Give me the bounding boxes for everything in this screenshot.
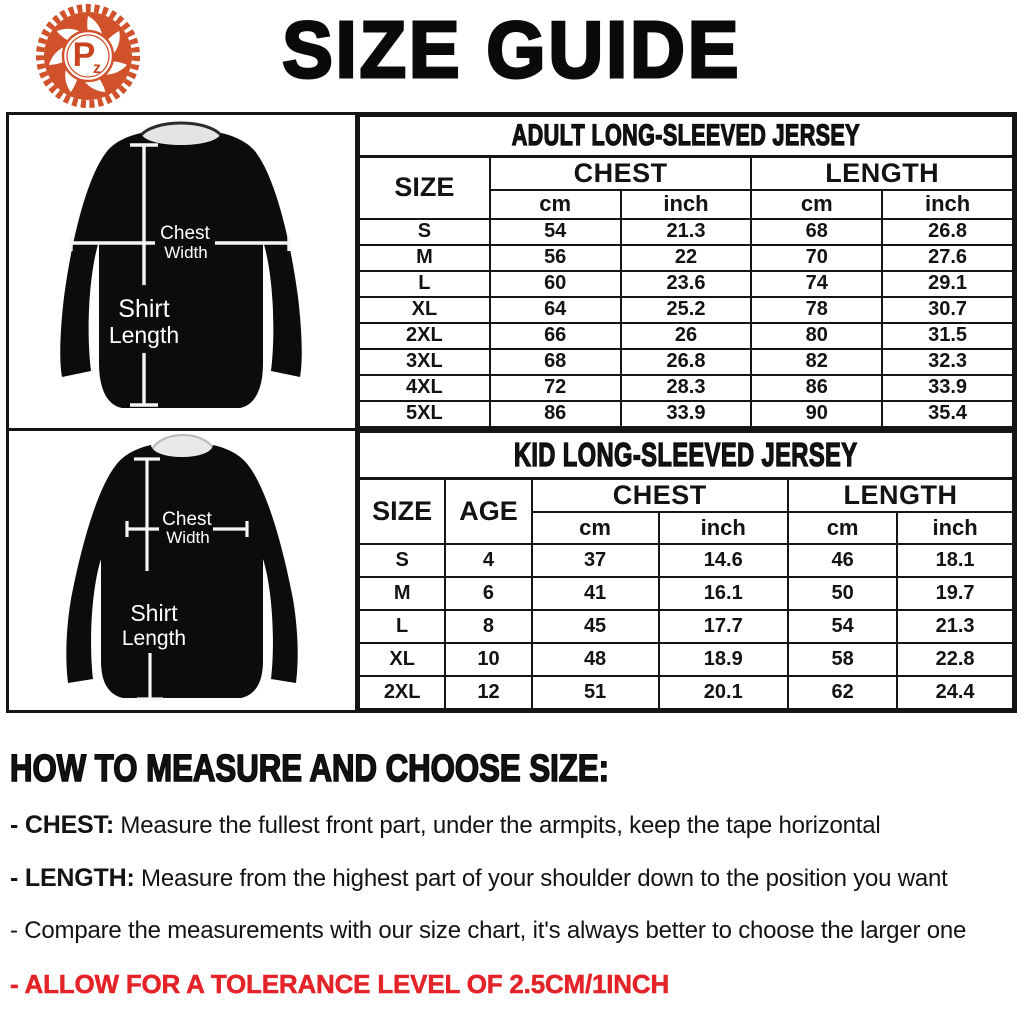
table-cell: M <box>359 577 445 610</box>
table-row <box>359 349 1013 375</box>
bullet-chest <box>10 811 1016 840</box>
adult-table-title-cell <box>359 116 1013 156</box>
col-header-chest-inch: inch <box>621 190 752 219</box>
col-header-chest-cm: cm <box>490 190 621 219</box>
table-cell: 5XL <box>359 401 490 427</box>
table-cell: 29.1 <box>882 271 1013 297</box>
table-cell: 32.3 <box>882 349 1013 375</box>
table-cell: 2XL <box>359 323 490 349</box>
table-cell: 30.7 <box>882 297 1013 323</box>
table-cell: 10 <box>445 643 531 676</box>
chest-width-label-top: Chest <box>160 223 210 244</box>
table-cell: 80 <box>751 323 882 349</box>
table-cell: 28.3 <box>621 375 752 401</box>
kid-jersey-image <box>9 431 355 711</box>
table-cell: 18.1 <box>897 544 1013 577</box>
bullet-tolerance: - ALLOW FOR A TOLERANCE LEVEL OF 2.5CM/1INCH <box>10 969 670 999</box>
table-cell: 22 <box>621 245 752 271</box>
table-cell: 21.3 <box>897 610 1013 643</box>
size-chart-box <box>6 112 1017 713</box>
table-cell: 2XL <box>359 676 445 709</box>
table-cell: 26.8 <box>621 349 752 375</box>
table-cell: 68 <box>751 219 882 245</box>
table-cell: 35.4 <box>882 401 1013 427</box>
adult-table-title: ADULT LONG-SLEEVED JERSEY <box>511 118 861 152</box>
table-cell: 8 <box>445 610 531 643</box>
table-cell: L <box>359 271 490 297</box>
table-row <box>359 323 1013 349</box>
table-cell: 24.4 <box>897 676 1013 709</box>
table-cell: 20.1 <box>659 676 788 709</box>
adult-jersey-diagram <box>9 115 358 431</box>
bullet-length <box>10 864 1016 893</box>
table-cell: XL <box>359 297 490 323</box>
col-header-chest: CHEST <box>490 156 752 190</box>
table-cell: 78 <box>751 297 882 323</box>
table-cell: 86 <box>751 375 882 401</box>
kid-table-title: KID LONG-SLEEVED JERSEY <box>514 435 858 473</box>
adult-jersey-image <box>9 115 355 425</box>
adult-size-table <box>358 115 1014 428</box>
kid-size-table <box>358 431 1014 710</box>
kid-jersey-diagram <box>9 431 358 710</box>
table-cell: 4 <box>445 544 531 577</box>
table-cell: 66 <box>490 323 621 349</box>
col-header-length: LENGTH <box>788 478 1013 512</box>
table-cell: 86 <box>490 401 621 427</box>
table-cell: 26.8 <box>882 219 1013 245</box>
table-cell: 17.7 <box>659 610 788 643</box>
table-cell: 62 <box>788 676 897 709</box>
table-cell: 68 <box>490 349 621 375</box>
table-cell: 64 <box>490 297 621 323</box>
shirt-length-label-top: Shirt <box>118 295 170 323</box>
col-header-size: SIZE <box>359 478 445 544</box>
table-cell: 4XL <box>359 375 490 401</box>
table-row <box>359 375 1013 401</box>
logo-letter-z: z <box>93 60 101 77</box>
table-cell: L <box>359 610 445 643</box>
bullet-chest-label: - CHEST: <box>10 811 114 839</box>
chest-width-label-bottom: Width <box>164 243 208 262</box>
table-cell: 21.3 <box>621 219 752 245</box>
col-header-chest-cm: cm <box>532 512 659 544</box>
table-cell: 33.9 <box>621 401 752 427</box>
table-row <box>359 245 1013 271</box>
col-header-length-inch: inch <box>882 190 1013 219</box>
col-header-chest: CHEST <box>532 478 788 512</box>
table-cell: 25.2 <box>621 297 752 323</box>
bullet-length-label: - LENGTH: <box>10 864 135 892</box>
shirt-length-label-top: Shirt <box>130 600 178 626</box>
table-cell: 23.6 <box>621 271 752 297</box>
table-cell: 16.1 <box>659 577 788 610</box>
table-cell: 18.9 <box>659 643 788 676</box>
table-cell: 70 <box>751 245 882 271</box>
table-cell: 26 <box>621 323 752 349</box>
table-row <box>359 610 1013 643</box>
table-row <box>359 643 1013 676</box>
table-cell: 37 <box>532 544 659 577</box>
table-cell: 74 <box>751 271 882 297</box>
adult-size-table-panel <box>358 115 1014 431</box>
table-cell: S <box>359 219 490 245</box>
table-cell: 58 <box>788 643 897 676</box>
bullet-length-text: Measure from the highest part of your shoulder down to the position you want <box>134 865 948 892</box>
kid-table-title-cell <box>359 432 1013 478</box>
kid-size-table-panel <box>358 431 1014 710</box>
table-row <box>359 676 1013 709</box>
table-cell: 41 <box>532 577 659 610</box>
table-cell: 6 <box>445 577 531 610</box>
how-to-section <box>10 748 1016 1000</box>
table-cell: M <box>359 245 490 271</box>
table-cell: 82 <box>751 349 882 375</box>
col-header-length-inch: inch <box>897 512 1013 544</box>
shirt-length-label-bottom: Length <box>108 322 180 348</box>
table-cell: 51 <box>532 676 659 709</box>
table-cell: 45 <box>532 610 659 643</box>
table-cell: XL <box>359 643 445 676</box>
kid-table-body <box>359 544 1013 710</box>
chest-width-label-bottom: Width <box>166 528 210 547</box>
table-row <box>359 271 1013 297</box>
col-header-age: AGE <box>445 478 531 544</box>
table-cell: 72 <box>490 375 621 401</box>
table-row <box>359 219 1013 245</box>
col-header-chest-inch: inch <box>659 512 788 544</box>
bullet-compare: - Compare the measurements with our size chart, it's always better to choose the larger one <box>10 917 967 944</box>
table-cell: 54 <box>788 610 897 643</box>
table-cell: 46 <box>788 544 897 577</box>
col-header-length-cm: cm <box>751 190 882 219</box>
table-row <box>359 544 1013 577</box>
table-cell: 31.5 <box>882 323 1013 349</box>
table-cell: 14.6 <box>659 544 788 577</box>
table-cell: 33.9 <box>882 375 1013 401</box>
table-cell: 27.6 <box>882 245 1013 271</box>
adult-table-body <box>359 219 1013 428</box>
gear-logo-icon <box>32 4 144 110</box>
shirt-length-label-bottom: Length <box>121 627 187 650</box>
table-cell: 50 <box>788 577 897 610</box>
table-cell: 48 <box>532 643 659 676</box>
col-header-size: SIZE <box>359 156 490 219</box>
how-to-heading: HOW TO MEASURE AND CHOOSE SIZE: <box>10 748 609 790</box>
table-cell: 3XL <box>359 349 490 375</box>
table-cell: 22.8 <box>897 643 1013 676</box>
col-header-length: LENGTH <box>751 156 1013 190</box>
table-cell: 54 <box>490 219 621 245</box>
table-cell: S <box>359 544 445 577</box>
table-cell: 12 <box>445 676 531 709</box>
table-cell: 90 <box>751 401 882 427</box>
col-header-length-cm: cm <box>788 512 897 544</box>
chest-width-label-top: Chest <box>162 509 212 530</box>
table-cell: 56 <box>490 245 621 271</box>
bullet-chest-text: Measure the fullest front part, under the armpits, keep the tape horizontal <box>113 812 881 839</box>
table-cell: 60 <box>490 271 621 297</box>
logo-letter-p: P <box>72 36 96 74</box>
table-row <box>359 577 1013 610</box>
table-row <box>359 297 1013 323</box>
table-cell: 19.7 <box>897 577 1013 610</box>
page-title: SIZE GUIDE <box>282 5 742 94</box>
table-row <box>359 401 1013 427</box>
